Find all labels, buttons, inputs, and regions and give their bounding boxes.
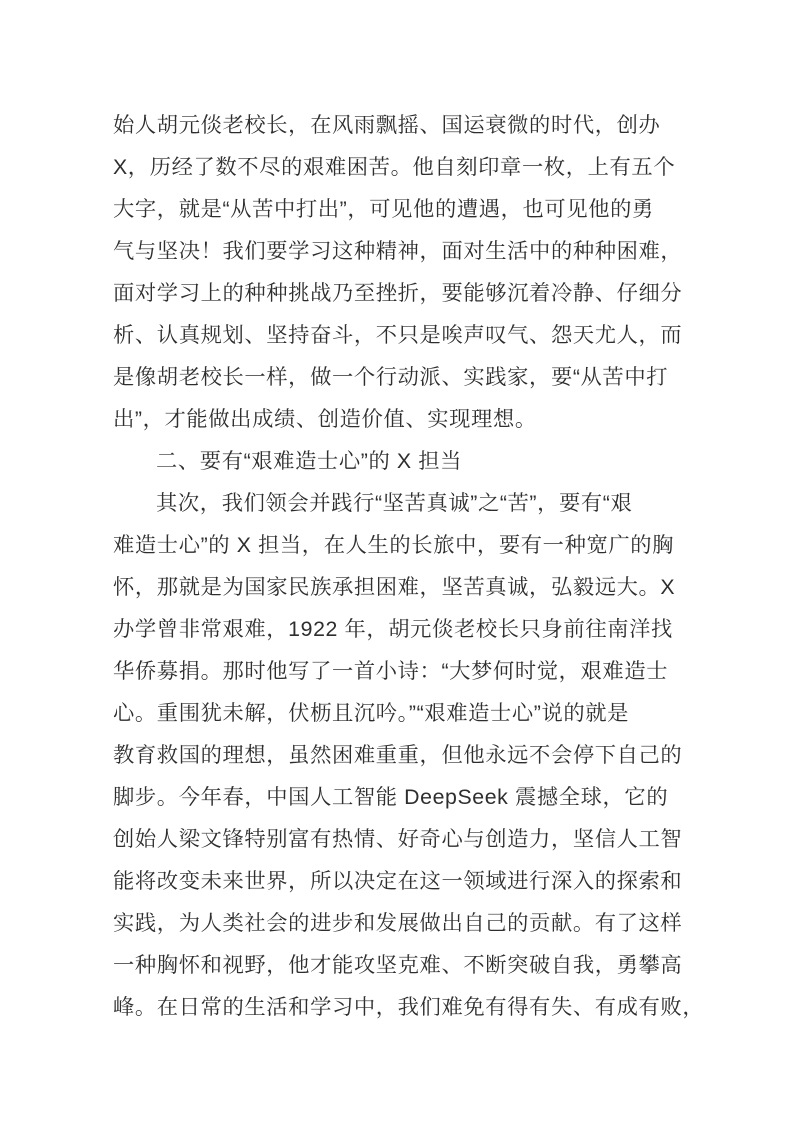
document-text bbox=[113, 104, 705, 1028]
text-line: 出”，才能做出成绩、创造价值、实现理想。 bbox=[113, 407, 537, 431]
text-line: 一种胸怀和视野，他才能攻坚克难、不断突破自我，勇攀高 bbox=[113, 953, 683, 977]
text-line: 始人胡元倓老校长，在风雨飘摇、国运衰微的时代，创办 bbox=[113, 113, 661, 137]
text-line: 怀，那就是为国家民族承担困难，坚苦真诚，弘毅远大。X bbox=[113, 575, 676, 599]
text-line: 大字，就是“从苦中打出”，可见他的遭遇，也可见他的勇 bbox=[113, 197, 654, 221]
text-line: 教育救国的理想，虽然困难重重，但他永远不会停下自己的 bbox=[113, 743, 683, 767]
text-line: 析、认真规划、坚持奋斗，不只是唉声叹气、怨天尤人，而 bbox=[113, 323, 683, 347]
section-heading bbox=[113, 440, 673, 482]
text-line: 气与坚决！我们要学习这种精神，面对生活中的种种困难， bbox=[113, 239, 683, 263]
text-line: X，历经了数不尽的艰难困苦。他自刻印章一枚，上有五个 bbox=[113, 155, 676, 179]
text-line: 创始人梁文锋特别富有热情、好奇心与创造力，坚信人工智 bbox=[113, 827, 683, 851]
paragraph bbox=[113, 104, 683, 440]
text-line: 是像胡老校长一样，做一个行动派、实践家，要“从苦中打 bbox=[113, 365, 669, 389]
text-line: 脚步。今年春，中国人工智能 DeepSeek 震撼全球，它的 bbox=[113, 785, 669, 809]
text-line: 心。重围犹未解，伏枥且沉吟。”“艰难造士心”说的就是 bbox=[113, 701, 630, 725]
text-line: 难造士心”的 X 担当，在人生的长旅中，要有一种宽广的胸 bbox=[113, 533, 675, 557]
text-line: 能将改变未来世界，所以决定在这一领域进行深入的探索和 bbox=[113, 869, 683, 893]
heading-line: 二、要有“艰难造士心”的 X 担当 bbox=[156, 449, 462, 473]
text-line: 面对学习上的种种挑战乃至挫折，要能够沉着冷静、仔细分 bbox=[113, 281, 683, 305]
text-line: 华侨募捐。那时他写了一首小诗：“大梦何时觉，艰难造士 bbox=[113, 659, 669, 683]
text-line: 其次，我们领会并践行“坚苦真诚”之“苦”，要有“艰 bbox=[156, 491, 633, 515]
text-line: 实践，为人类社会的进步和发展做出自己的贡献。有了这样 bbox=[113, 911, 683, 935]
text-line: 办学曾非常艰难，1922 年，胡元倓老校长只身前往南洋找 bbox=[113, 617, 673, 641]
text-line: 峰。在日常的生活和学习中，我们难免有得有失、有成有败， bbox=[113, 995, 705, 1019]
paragraph bbox=[113, 482, 705, 1028]
